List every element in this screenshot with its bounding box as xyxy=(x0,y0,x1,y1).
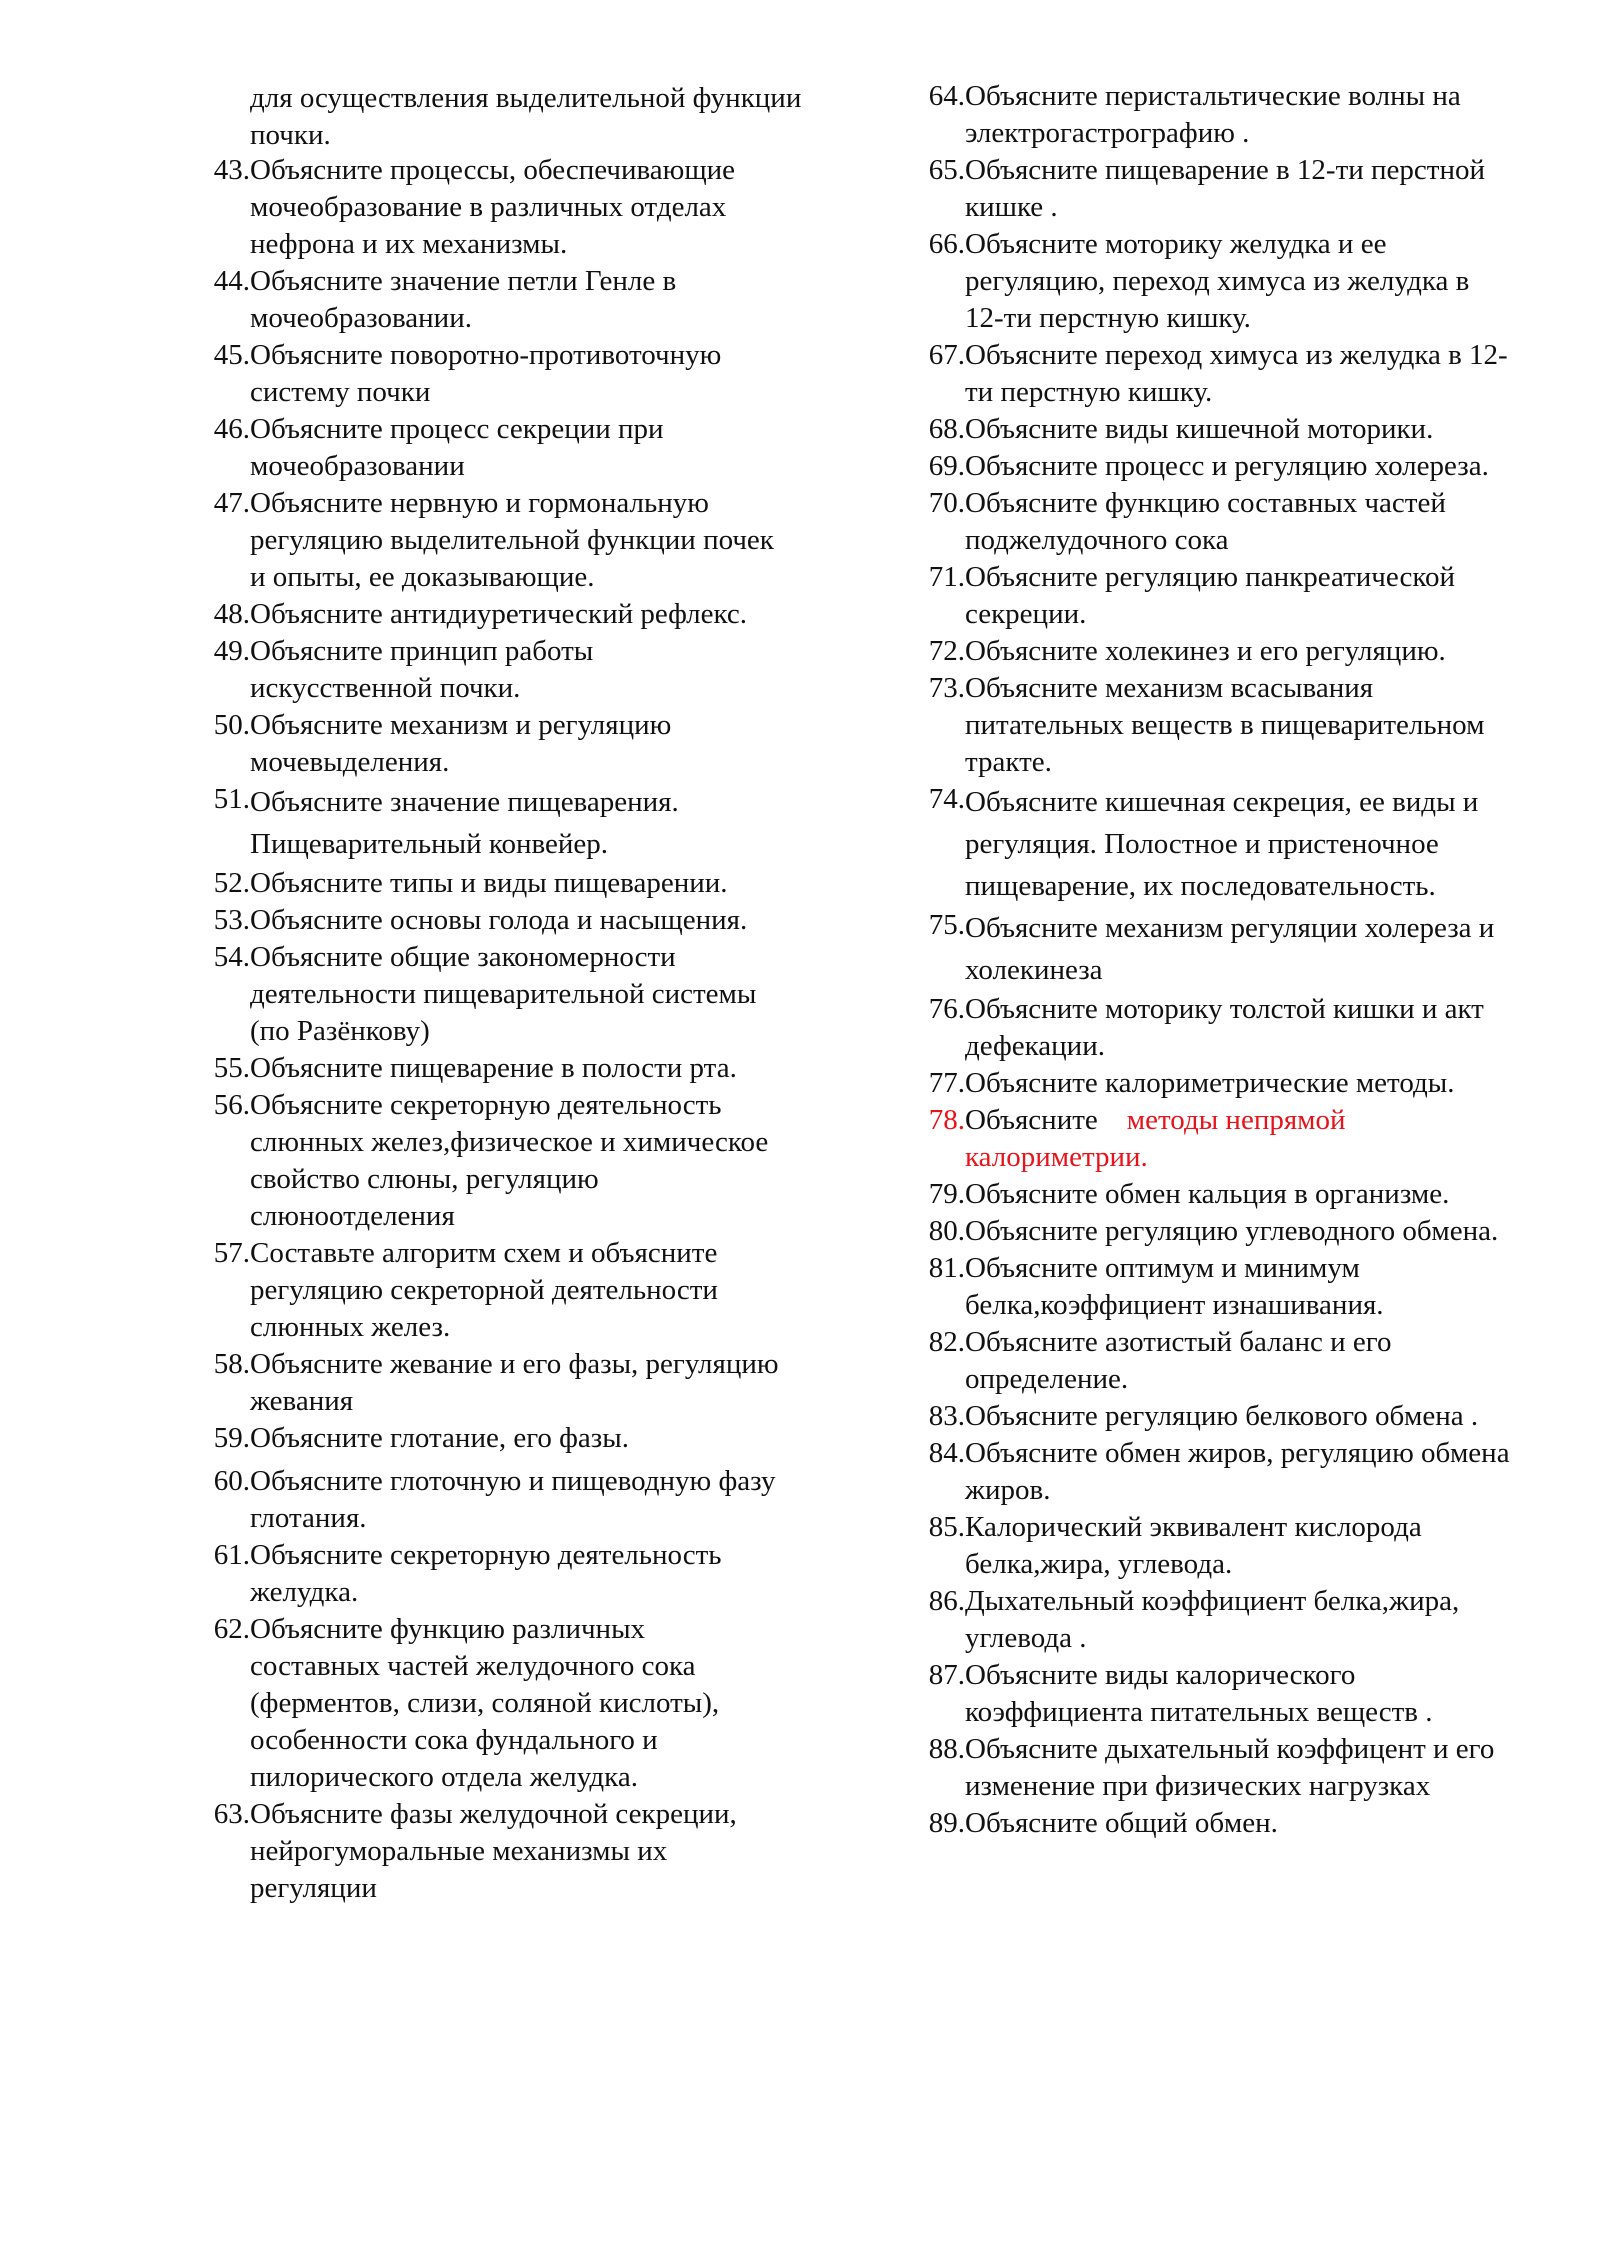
list-item xyxy=(915,781,1515,907)
list-item xyxy=(915,411,1515,448)
item-text: Объясните калориметрические методы. xyxy=(965,1067,1455,1099)
list-item xyxy=(915,907,1515,991)
item-text: Объясните глоточную и пищеводную фазу глотания. xyxy=(250,1465,776,1534)
item-text: Объясните основы голода и насыщения. xyxy=(250,904,748,936)
list-item xyxy=(200,707,780,781)
item-number: 68. xyxy=(928,413,965,445)
item-number: 78. xyxy=(928,1104,965,1136)
list-item xyxy=(915,1583,1515,1657)
list-item xyxy=(200,263,780,337)
item-number: 65. xyxy=(928,154,965,186)
highlighted-text: методы непрямой калориметрии. xyxy=(965,1104,1346,1173)
item-text: Объясните виды кишечной моторики. xyxy=(965,413,1434,445)
item-text: Дыхательный коэффициент белка,жира, углевода . xyxy=(965,1585,1460,1654)
item-number: 50. xyxy=(213,709,250,741)
item-number: 87. xyxy=(928,1659,965,1691)
list-item xyxy=(915,1731,1515,1805)
item-number: 84. xyxy=(928,1437,965,1469)
item-text: Объясните виды калорического коэффициента питательных веществ . xyxy=(965,1659,1433,1728)
item-text: Объясните общие закономерности деятельности пищеварительной системы (по Разёнкову) xyxy=(250,941,757,1047)
item-number: 57. xyxy=(213,1237,250,1269)
list-item xyxy=(915,485,1515,559)
list-item xyxy=(200,865,780,902)
list-item xyxy=(200,152,780,263)
item-number: 62. xyxy=(213,1613,250,1645)
item-text: Объясните обмен жиров, регуляцию обмена жиров. xyxy=(965,1437,1510,1506)
item-number: 86. xyxy=(928,1585,965,1617)
item-text: Объясните пищеварение в полости рта. xyxy=(250,1052,737,1084)
list-item xyxy=(915,1805,1515,1842)
item-number: 59. xyxy=(213,1422,250,1454)
list-item xyxy=(200,633,780,707)
list-item xyxy=(200,1537,780,1611)
item-number: 83. xyxy=(928,1400,965,1432)
item-number: 46. xyxy=(213,413,250,445)
item-text: Объясните перистальтические волны на электрогастрографию . xyxy=(965,80,1461,149)
item-number: 60. xyxy=(213,1465,250,1497)
item-text: Объясните переход химуса из желудка в 12-ти перстную кишку. xyxy=(965,339,1508,408)
list-item xyxy=(200,1611,780,1796)
list-item xyxy=(915,448,1515,485)
item-number: 75. xyxy=(928,909,965,941)
item-number: 73. xyxy=(928,672,965,704)
item-number: 55. xyxy=(213,1052,250,1084)
item-text: Объясните секреторную деятельность слюнных желез,физическое и химическое свойство слюны, регуляцию слюноотделения xyxy=(250,1089,769,1232)
left-question-list xyxy=(200,152,780,1907)
item-text: Калорический эквивалент кислорода белка,жира, углевода. xyxy=(965,1511,1422,1580)
item-number: 88. xyxy=(928,1733,965,1765)
item-number: 43. xyxy=(213,154,250,186)
item-number: 49. xyxy=(213,635,250,667)
item-text: Объясните процессы, обеспечивающие мочеобразование в различных отделах нефрона и их механизмы. xyxy=(250,154,736,260)
list-item xyxy=(915,1065,1515,1102)
item-number: 51. xyxy=(213,783,250,815)
list-item xyxy=(915,226,1515,337)
item-text: Объясните типы и виды пищеварении. xyxy=(250,867,728,899)
item-text: Объясните поворотно-противоточную систему почки xyxy=(250,339,722,408)
item-text: Объясните глотание, его фазы. xyxy=(250,1422,629,1454)
item-text: Объясните общий обмен. xyxy=(965,1807,1278,1839)
item-text: Объясните функцию составных частей поджелудочного сока xyxy=(965,487,1446,556)
list-item xyxy=(200,1420,780,1457)
item-text: Объясните пищеварение в 12-ти перстной кишке . xyxy=(965,154,1485,223)
item-text: Объясните обмен кальция в организме. xyxy=(965,1178,1450,1210)
list-item xyxy=(200,1796,780,1907)
list-item xyxy=(915,1213,1515,1250)
item-text: Объясните дыхательный коэффицент и его изменение при физических нагрузках xyxy=(965,1733,1495,1802)
item-text: Объясните моторику толстой кишки и акт дефекации. xyxy=(965,993,1484,1062)
list-item xyxy=(915,1509,1515,1583)
item-number: 47. xyxy=(213,487,250,519)
item-number: 81. xyxy=(928,1252,965,1284)
list-item xyxy=(200,939,780,1050)
item-text: Объясните значение петли Генле в мочеобразовании. xyxy=(250,265,677,334)
item-text: Объясните регуляцию панкреатической секреции. xyxy=(965,561,1455,630)
item-prefix: Объясните xyxy=(965,1104,1098,1136)
list-item xyxy=(200,596,780,633)
item-number: 89. xyxy=(928,1807,965,1839)
list-item xyxy=(915,1324,1515,1398)
item-number: 53. xyxy=(213,904,250,936)
right-question-list xyxy=(915,78,1515,1842)
item-number: 76. xyxy=(928,993,965,1025)
item-text: Объясните функцию различных составных частей желудочного сока (ферментов, слизи, соляной кислоты), особенности сока фундального и пилорического отдела желудка. xyxy=(250,1613,720,1793)
list-item xyxy=(200,781,780,865)
item-number: 56. xyxy=(213,1089,250,1121)
list-item xyxy=(915,1435,1515,1509)
item-number: 79. xyxy=(928,1178,965,1210)
intro-text: для осуществления выделительной функции почки. xyxy=(250,82,802,151)
item-number: 44. xyxy=(213,265,250,297)
list-item xyxy=(915,1657,1515,1731)
list-item xyxy=(915,1398,1515,1435)
item-number: 54. xyxy=(213,941,250,973)
list-item xyxy=(915,991,1515,1065)
item-text: Объясните нервную и гормональную регуляцию выделительной функции почек и опыты, ее доказывающие. xyxy=(250,487,774,593)
list-item xyxy=(200,411,780,485)
item-number: 82. xyxy=(928,1326,965,1358)
item-text: Объясните холекинез и его регуляцию. xyxy=(965,635,1446,667)
item-number: 77. xyxy=(928,1067,965,1099)
list-item xyxy=(915,152,1515,226)
item-text: Объясните механизм регуляции холереза и холекинеза xyxy=(965,912,1495,986)
item-text: Объясните моторику желудка и ее регуляцию, переход химуса из желудка в 12-ти перстную кишку. xyxy=(965,228,1470,334)
item-text: Объясните регуляцию углеводного обмена. xyxy=(965,1215,1499,1247)
list-item-highlighted xyxy=(915,1102,1515,1176)
item-number: 61. xyxy=(213,1539,250,1571)
list-item xyxy=(915,633,1515,670)
item-text: Объясните кишечная секреция, ее виды и регуляция. Полостное и пристеночное пищеварение, их последовательность. xyxy=(965,786,1479,902)
item-number: 71. xyxy=(928,561,965,593)
list-item xyxy=(915,670,1515,781)
item-number: 80. xyxy=(928,1215,965,1247)
item-text: Объясните жевание и его фазы, регуляцию жевания xyxy=(250,1348,779,1417)
item-number: 85. xyxy=(928,1511,965,1543)
item-number: 67. xyxy=(928,339,965,371)
list-item xyxy=(200,1050,780,1087)
item-number: 74. xyxy=(928,783,965,815)
list-item xyxy=(200,902,780,939)
item-number: 52. xyxy=(213,867,250,899)
item-number: 63. xyxy=(213,1798,250,1830)
list-item xyxy=(200,1346,780,1420)
item-text: Объясните антидиуретический рефлекс. xyxy=(250,598,747,630)
item-number: 72. xyxy=(928,635,965,667)
item-text: Объясните механизм и регуляцию мочевыделения. xyxy=(250,709,672,778)
item-text xyxy=(965,1102,1515,1176)
item-text: Объясните значение пищеварения. Пищеварительный конвейер. xyxy=(250,786,679,860)
item-text: Объясните секреторную деятельность желудка. xyxy=(250,1539,722,1608)
list-item xyxy=(915,1176,1515,1213)
item-text: Объясните азотистый баланс и его определение. xyxy=(965,1326,1392,1395)
item-text: Объясните процесс и регуляцию холереза. xyxy=(965,450,1489,482)
item-text: Объясните фазы желудочной секреции, нейрогуморальные механизмы их регуляции xyxy=(250,1798,737,1904)
item-text: Объясните оптимум и минимум белка,коэффициент изнашивания. xyxy=(965,1252,1384,1321)
list-item xyxy=(200,1087,780,1235)
item-number: 66. xyxy=(928,228,965,260)
item-number: 64. xyxy=(928,80,965,112)
item-number: 48. xyxy=(213,598,250,630)
item-text: Объясните регуляцию белкового обмена . xyxy=(965,1400,1479,1432)
list-item xyxy=(200,1463,780,1537)
item-number: 70. xyxy=(928,487,965,519)
item-number: 69. xyxy=(928,450,965,482)
item-text: Объясните принцип работы искусственной почки. xyxy=(250,635,594,704)
list-item xyxy=(915,78,1515,152)
list-item xyxy=(200,1235,780,1346)
item-text: Составьте алгоритм схем и объясните регуляцию секреторной деятельности слюнных желез. xyxy=(250,1237,718,1343)
list-item xyxy=(915,559,1515,633)
list-item xyxy=(915,1250,1515,1324)
item-number: 45. xyxy=(213,339,250,371)
list-item xyxy=(200,337,780,411)
list-item xyxy=(200,485,780,596)
item-number: 58. xyxy=(213,1348,250,1380)
list-item xyxy=(915,337,1515,411)
item-text: Объясните механизм всасывания питательных веществ в пищеварительном тракте. xyxy=(965,672,1485,778)
item-text: Объясните процесс секреции при мочеобразовании xyxy=(250,413,664,482)
